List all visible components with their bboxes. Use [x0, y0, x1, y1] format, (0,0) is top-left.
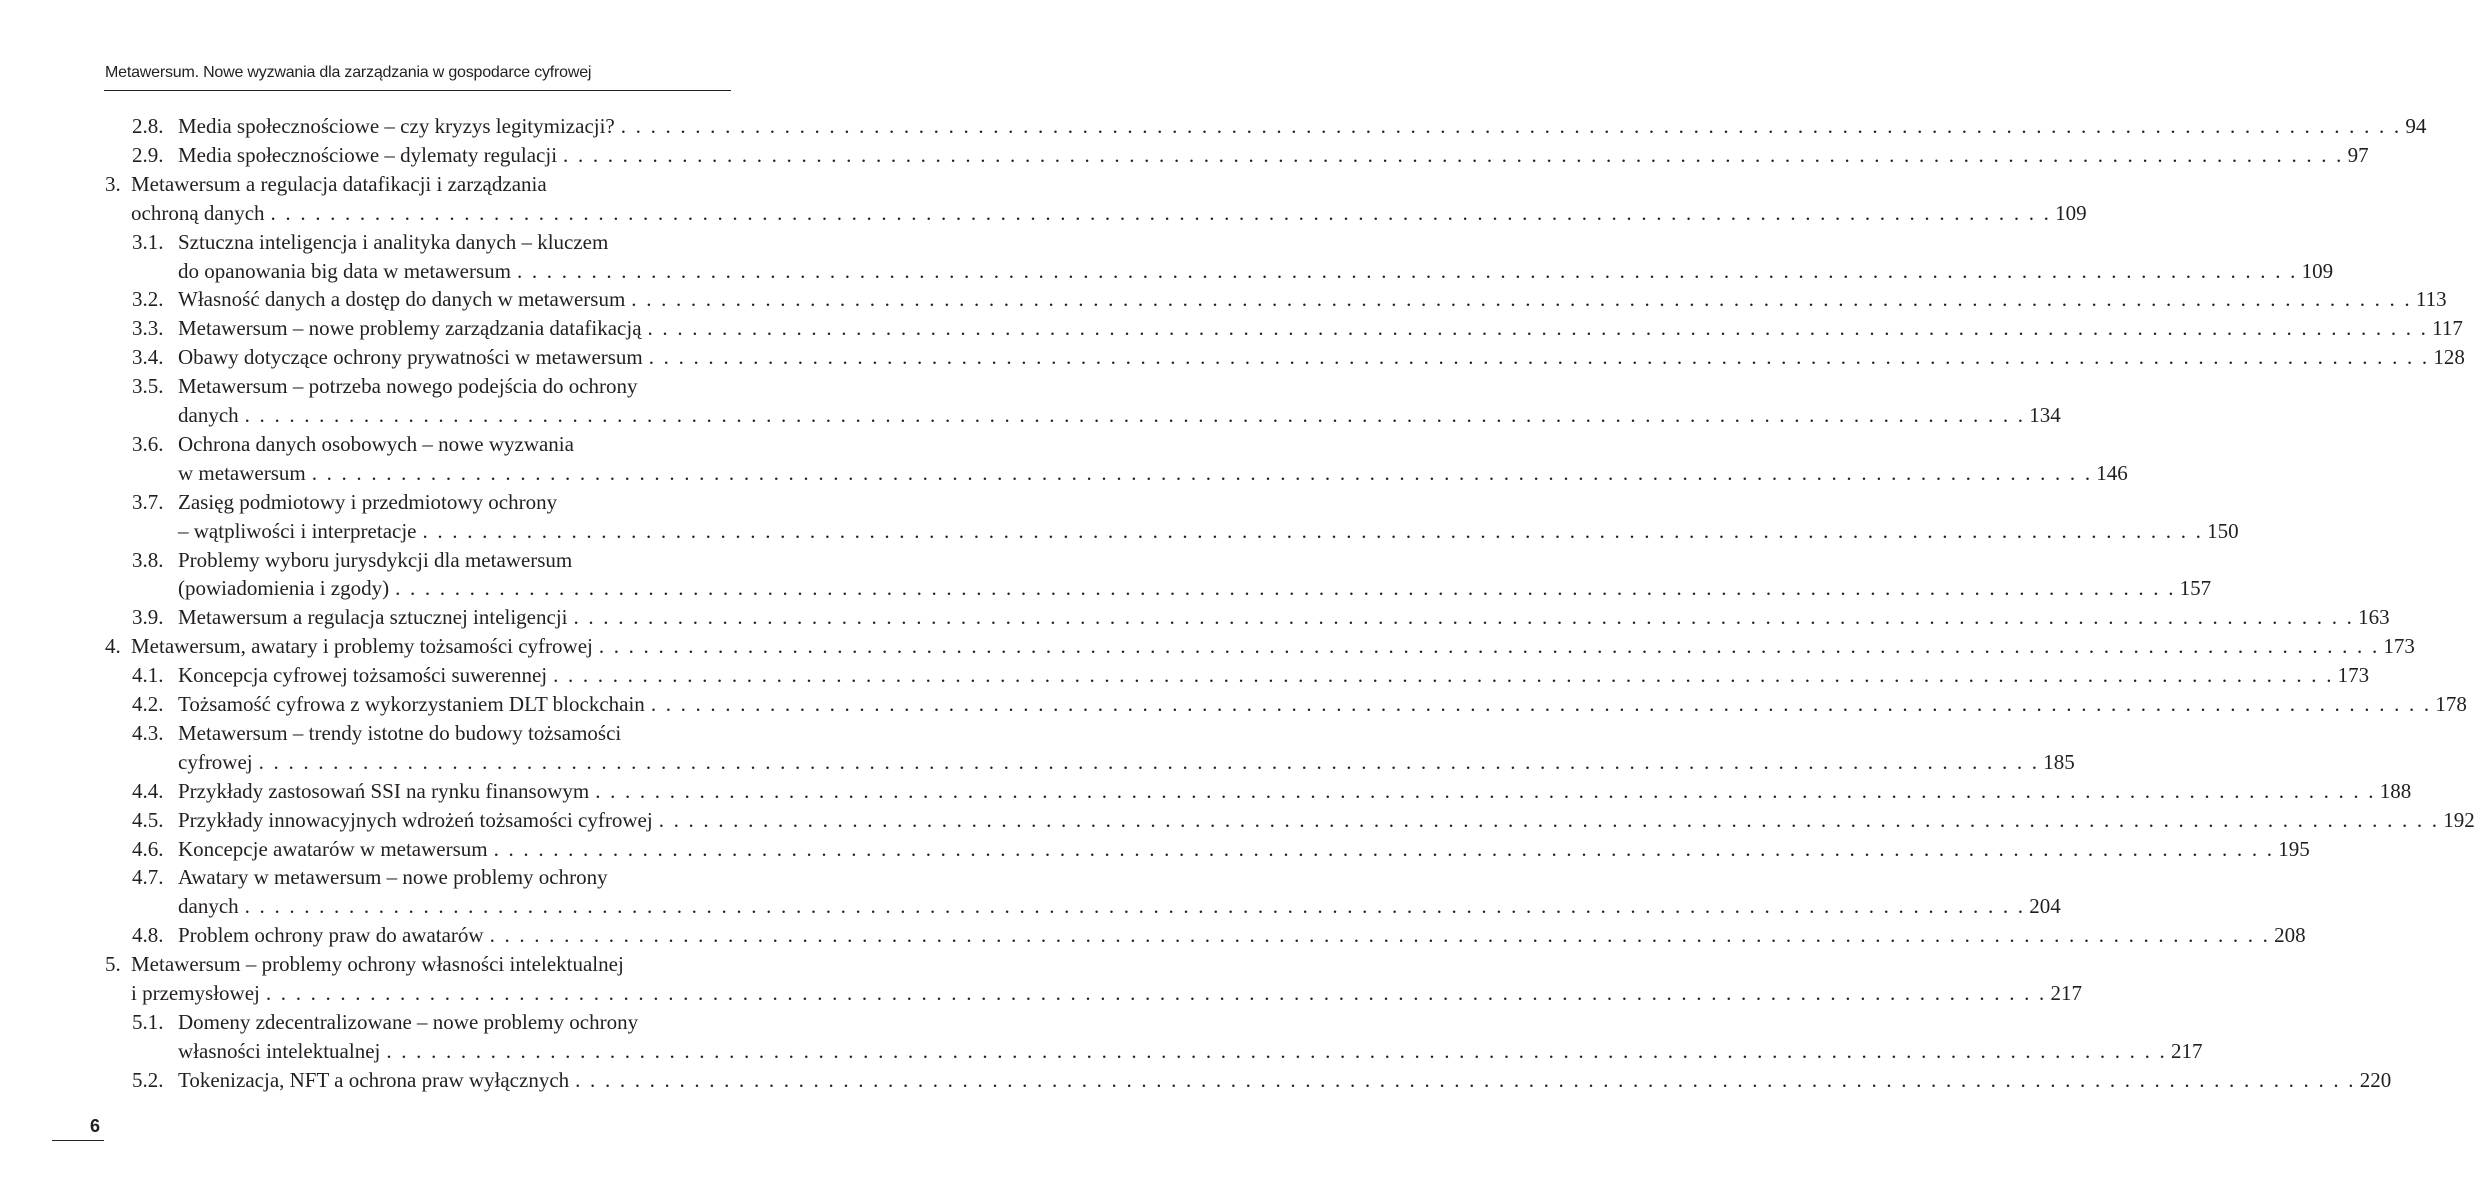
toc-entry-continuation [178, 517, 2239, 546]
toc-dot-leader: . . . . . . . . . . . . . . . . . . . . . . . . . . . . . . . . . . . . . . . . . . . . . . . . . . . . . . . . . . . . . . . . . . . . . . . . . . . . . . . . . . . . . . . . . . . . . . . . . . . . . . . . . . . . . . . . . . . . . . . . [595, 778, 2376, 803]
toc-entry-continuation [131, 979, 2082, 1008]
toc-entry-page: 208 [2274, 923, 2306, 948]
toc-entry-number: 3.9. [132, 605, 164, 630]
running-header: Metawersum. Nowe wyzwania dla zarządzania w gospodarce cyfrowej [105, 64, 592, 81]
toc-entry-number: 4. [105, 634, 121, 659]
toc-dot-leader: . . . . . . . . . . . . . . . . . . . . . . . . . . . . . . . . . . . . . . . . . . . . . . . . . . . . . . . . . . . . . . . . . . . . . . . . . . . . . . . . . . . . . . . . . . . . . . . . . . . . . . . . . . . . . . . . . . . . . . . . [270, 200, 2052, 225]
toc-dot-leader: . . . . . . . . . . . . . . . . . . . . . . . . . . . . . . . . . . . . . . . . . . . . . . . . . . . . . . . . . . . . . . . . . . . . . . . . . . . . . . . . . . . . . . . . . . . . . . . . . . . . . . . . . . . . . . . . . . . . . . . . [386, 1038, 2167, 1063]
toc-entry-continuation [178, 401, 2061, 430]
toc-entry-continuation [178, 748, 2075, 777]
toc-entry-page: 150 [2207, 518, 2239, 543]
toc-entry [132, 835, 2310, 864]
toc-entry-title: Media społecznościowe – dylematy regulacji [178, 142, 558, 167]
toc-entry-page: 217 [2050, 981, 2082, 1005]
toc-entry [132, 314, 2463, 343]
toc-entry-number: 3.5. [132, 374, 164, 399]
toc-entry-page: 146 [2096, 460, 2128, 485]
toc-entry-number: 4.2. [132, 692, 164, 716]
toc-entry-title: Metawersum, awatary i problemy tożsamości cyfrowej [131, 634, 593, 659]
toc-entry [132, 546, 731, 575]
toc-entry-number: 4.7. [132, 865, 164, 890]
toc-entry-page: 173 [2383, 634, 2415, 659]
toc-entry-page: 217 [2170, 1038, 2203, 1063]
toc-entry [105, 950, 731, 979]
toc-entry [132, 285, 2447, 314]
toc-dot-leader: . . . . . . . . . . . . . . . . . . . . . . . . . . . . . . . . . . . . . . . . . . . . . . . . . . . . . . . . . . . . . . . . . . . . . . . . . . . . . . . . . . . . . . . . . . . . . . . . . . . . . . . . . . . . . . . . . . . . . . . . [575, 1067, 2356, 1092]
toc-dot-leader: . . . . . . . . . . . . . . . . . . . . . . . . . . . . . . . . . . . . . . . . . . . . . . . . . . . . . . . . . . . . . . . . . . . . . . . . . . . . . . . . . . . . . . . . . . . . . . . . . . . . . . . . . . . . . . . . . . . . . . . . [422, 518, 2204, 543]
toc-entry-title: Media społecznościowe – czy kryzys legitymizacji? [178, 114, 615, 138]
toc-dot-leader: . . . . . . . . . . . . . . . . . . . . . . . . . . . . . . . . . . . . . . . . . . . . . . . . . . . . . . . . . . . . . . . . . . . . . . . . . . . . . . . . . . . . . . . . . . . . . . . . . . . . . . . . . . . . . . . . . . . . . . . . [553, 663, 2334, 688]
toc-entry [132, 141, 2369, 170]
toc-entry-page: 157 [2179, 576, 2212, 601]
toc-entry-number: 3.3. [132, 316, 164, 341]
toc-entry-number: 3.7. [132, 489, 164, 514]
toc-entry-title: do opanowania big data w metawersum [178, 258, 511, 283]
toc-entry [132, 1066, 2392, 1095]
toc-entry-page: 195 [2278, 836, 2310, 861]
toc-entry [132, 343, 2465, 372]
toc-entry-title: danych [178, 894, 239, 919]
toc-dot-leader: . . . . . . . . . . . . . . . . . . . . . . . . . . . . . . . . . . . . . . . . . . . . . . . . . . . . . . . . . . . . . . . . . . . . . . . . . . . . . . . . . . . . . . . . . . . . . . . . . . . . . . . . . . . . . . . . . . . . . . . . [517, 258, 2298, 283]
toc-entry [132, 228, 731, 257]
toc-dot-leader: . . . . . . . . . . . . . . . . . . . . . . . . . . . . . . . . . . . . . . . . . . . . . . . . . . . . . . . . . . . . . . . . . . . . . . . . . . . . . . . . . . . . . . . . . . . . . . . . . . . . . . . . . . . . . . . . . . . . . . . . [620, 114, 2402, 138]
toc-dot-leader: . . . . . . . . . . . . . . . . . . . . . . . . . . . . . . . . . . . . . . . . . . . . . . . . . . . . . . . . . . . . . . . . . . . . . . . . . . . . . . . . . . . . . . . . . . . . . . . . . . . . . . . . . . . . . . . . . . . . . . . . [598, 634, 2380, 659]
toc-dot-leader: . . . . . . . . . . . . . . . . . . . . . . . . . . . . . . . . . . . . . . . . . . . . . . . . . . . . . . . . . . . . . . . . . . . . . . . . . . . . . . . . . . . . . . . . . . . . . . . . . . . . . . . . . . . . . . . . . . . . . . . . [658, 807, 2440, 832]
toc-entry-number: 3.2. [132, 287, 164, 312]
toc-entry-number: 4.8. [132, 923, 164, 948]
toc-entry-page: 128 [2433, 345, 2465, 370]
toc-entry-continuation [178, 1037, 2203, 1066]
toc-entry-continuation [131, 199, 2087, 228]
toc-entry [132, 777, 2412, 806]
toc-entry-title: – wątpliwości i interpretacje [178, 518, 417, 543]
toc-entry-number: 3.1. [132, 229, 164, 254]
toc-entry-title: Problemy wyboru jurysdykcji dla metawersum [178, 547, 573, 572]
toc-entry-title: Koncepcje awatarów w metawersum [178, 836, 488, 861]
toc-entry [132, 430, 731, 459]
toc-dot-leader: . . . . . . . . . . . . . . . . . . . . . . . . . . . . . . . . . . . . . . . . . . . . . . . . . . . . . . . . . . . . . . . . . . . . . . . . . . . . . . . . . . . . . . . . . . . . . . . . . . . . . . . . . . . . . . . . . . . . . . . . [493, 836, 2275, 861]
toc-entry-title: Koncepcja cyfrowej tożsamości suwerennej [178, 663, 548, 688]
toc-entry-title: Domeny zdecentralizowane – nowe problemy ochrony [178, 1009, 639, 1034]
toc-entry [132, 806, 2475, 835]
toc-entry-title: Metawersum a regulacja datafikacji i zarządzania [131, 171, 547, 196]
toc-entry [132, 921, 2306, 950]
toc-entry [132, 863, 731, 892]
toc-entry-title: Metawersum – nowe problemy zarządzania datafikacją [178, 316, 642, 341]
toc-dot-leader: . . . . . . . . . . . . . . . . . . . . . . . . . . . . . . . . . . . . . . . . . . . . . . . . . . . . . . . . . . . . . . . . . . . . . . . . . . . . . . . . . . . . . . . . . . . . . . . . . . . . . . . . . . . . . . . . . . . . . . . . [647, 316, 2429, 341]
toc-dot-leader: . . . . . . . . . . . . . . . . . . . . . . . . . . . . . . . . . . . . . . . . . . . . . . . . . . . . . . . . . . . . . . . . . . . . . . . . . . . . . . . . . . . . . . . . . . . . . . . . . . . . . . . . . . . . . . . . . . . . . . . . [489, 923, 2271, 948]
toc-entry [132, 372, 731, 401]
toc-entry-title: Przykłady zastosowań SSI na rynku finansowym [178, 778, 590, 803]
toc-entry-number: 4.3. [132, 720, 164, 745]
toc-entry-page: 220 [2359, 1067, 2392, 1092]
toc-entry [132, 488, 731, 517]
toc-entry-title: Sztuczna inteligencja i analityka danych – kluczem [178, 229, 609, 254]
page-number: 6 [90, 1116, 101, 1136]
toc-entry [132, 719, 731, 748]
toc-entry-page: 185 [2043, 749, 2075, 774]
toc-entry-title: własności intelektualnej [178, 1038, 381, 1063]
toc-entry-number: 3.4. [132, 345, 164, 370]
toc-entry-title: Tokenizacja, NFT a ochrona praw wyłącznych [178, 1067, 570, 1092]
toc-entry-number: 4.5. [132, 807, 164, 832]
toc-entry-number: 4.1. [132, 663, 164, 688]
toc-dot-leader: . . . . . . . . . . . . . . . . . . . . . . . . . . . . . . . . . . . . . . . . . . . . . . . . . . . . . . . . . . . . . . . . . . . . . . . . . . . . . . . . . . . . . . . . . . . . . . . . . . . . . . . . . . . . . . . . . . . . . . . . [311, 460, 2093, 485]
toc-entry-title: Problem ochrony praw do awatarów [178, 923, 484, 948]
toc-entry [132, 690, 2467, 719]
toc-entry-title: cyfrowej [178, 749, 253, 774]
toc-dot-leader: . . . . . . . . . . . . . . . . . . . . . . . . . . . . . . . . . . . . . . . . . . . . . . . . . . . . . . . . . . . . . . . . . . . . . . . . . . . . . . . . . . . . . . . . . . . . . . . . . . . . . . . . . . . . . . . . . . . . . . . . [650, 692, 2432, 716]
toc-entry-number: 5.1. [132, 1009, 164, 1034]
toc-dot-leader: . . . . . . . . . . . . . . . . . . . . . . . . . . . . . . . . . . . . . . . . . . . . . . . . . . . . . . . . . . . . . . . . . . . . . . . . . . . . . . . . . . . . . . . . . . . . . . . . . . . . . . . . . . . . . . . . . . . . . . . . [265, 981, 2047, 1005]
toc-entry-number: 4.4. [132, 778, 164, 803]
toc-dot-leader: . . . . . . . . . . . . . . . . . . . . . . . . . . . . . . . . . . . . . . . . . . . . . . . . . . . . . . . . . . . . . . . . . . . . . . . . . . . . . . . . . . . . . . . . . . . . . . . . . . . . . . . . . . . . . . . . . . . . . . . . [648, 345, 2430, 370]
toc-entry-number: 2.9. [132, 142, 164, 167]
toc-entry-title: Tożsamość cyfrowa z wykorzystaniem DLT blockchain [178, 692, 645, 716]
toc-entry-title: Metawersum – trendy istotne do budowy tożsamości [178, 720, 622, 745]
toc-entry [105, 632, 2415, 661]
toc-entry [132, 661, 2370, 690]
toc-entry-page: 178 [2435, 692, 2467, 716]
toc-entry-number: 5.2. [132, 1067, 164, 1092]
toc-entry-title: Metawersum – problemy ochrony własności intelektualnej [131, 952, 624, 977]
toc-entry-title: Metawersum a regulacja sztucznej inteligencji [178, 605, 568, 630]
toc-entry [132, 112, 2427, 141]
footer-rule [52, 1140, 104, 1141]
toc-entry-title: w metawersum [178, 460, 306, 485]
toc-entry-page: 173 [2337, 663, 2370, 688]
toc-entry-continuation [178, 892, 2061, 921]
toc-entry-title: (powiadomienia i zgody) [178, 576, 390, 601]
toc-entry-title: Przykłady innowacyjnych wdrożeń tożsamości cyfrowej [178, 807, 653, 832]
toc-entry-title: Własność danych a dostęp do danych w metawersum [178, 287, 626, 312]
toc-dot-leader: . . . . . . . . . . . . . . . . . . . . . . . . . . . . . . . . . . . . . . . . . . . . . . . . . . . . . . . . . . . . . . . . . . . . . . . . . . . . . . . . . . . . . . . . . . . . . . . . . . . . . . . . . . . . . . . . . . . . . . . . [395, 576, 2176, 601]
toc-entry-title: i przemysłowej [131, 981, 260, 1005]
toc-entry-number: 5. [105, 952, 121, 977]
toc-entry-page: 204 [2029, 894, 2061, 919]
toc-dot-leader: . . . . . . . . . . . . . . . . . . . . . . . . . . . . . . . . . . . . . . . . . . . . . . . . . . . . . . . . . . . . . . . . . . . . . . . . . . . . . . . . . . . . . . . . . . . . . . . . . . . . . . . . . . . . . . . . . . . . . . . . [573, 605, 2355, 630]
toc-dot-leader: . . . . . . . . . . . . . . . . . . . . . . . . . . . . . . . . . . . . . . . . . . . . . . . . . . . . . . . . . . . . . . . . . . . . . . . . . . . . . . . . . . . . . . . . . . . . . . . . . . . . . . . . . . . . . . . . . . . . . . . . [258, 749, 2040, 774]
toc-entry-page: 188 [2379, 778, 2412, 803]
toc-dot-leader: . . . . . . . . . . . . . . . . . . . . . . . . . . . . . . . . . . . . . . . . . . . . . . . . . . . . . . . . . . . . . . . . . . . . . . . . . . . . . . . . . . . . . . . . . . . . . . . . . . . . . . . . . . . . . . . . . . . . . . . . [244, 403, 2026, 427]
toc-entry-page: 109 [2301, 258, 2334, 283]
toc-entry-number: 3.6. [132, 431, 164, 456]
toc-entry [105, 170, 731, 199]
toc-entry [132, 603, 2390, 632]
toc-entry-title: Awatary w metawersum – nowe problemy ochrony [178, 865, 608, 890]
toc-entry-page: 109 [2055, 200, 2087, 225]
toc-entry-page: 192 [2443, 807, 2475, 832]
toc-entry-title: Metawersum – potrzeba nowego podejścia do ochrony [178, 374, 638, 399]
toc-entry-page: 163 [2358, 605, 2390, 630]
toc-entry-page: 117 [2432, 316, 2463, 341]
toc-dot-leader: . . . . . . . . . . . . . . . . . . . . . . . . . . . . . . . . . . . . . . . . . . . . . . . . . . . . . . . . . . . . . . . . . . . . . . . . . . . . . . . . . . . . . . . . . . . . . . . . . . . . . . . . . . . . . . . . . . . . . . . . [244, 894, 2026, 919]
toc-entry-continuation [178, 257, 2334, 286]
toc-entry-page: 113 [2415, 287, 2447, 312]
toc-entry-title: danych [178, 403, 239, 427]
toc-entry-title: Zasięg podmiotowy i przedmiotowy ochrony [178, 489, 558, 514]
toc-dot-leader: . . . . . . . . . . . . . . . . . . . . . . . . . . . . . . . . . . . . . . . . . . . . . . . . . . . . . . . . . . . . . . . . . . . . . . . . . . . . . . . . . . . . . . . . . . . . . . . . . . . . . . . . . . . . . . . . . . . . . . . . [563, 142, 2344, 167]
toc-entry-number: 4.6. [132, 836, 164, 861]
toc-entry-title: Obawy dotyczące ochrony prywatności w metawersum [178, 345, 643, 370]
toc-entry-page: 97 [2347, 142, 2369, 167]
toc-entry-page: 94 [2405, 114, 2427, 138]
toc-entry-title: ochroną danych [131, 200, 265, 225]
toc-entry-title: Ochrona danych osobowych – nowe wyzwania [178, 431, 574, 456]
toc-entry-continuation [178, 459, 2128, 488]
toc-dot-leader: . . . . . . . . . . . . . . . . . . . . . . . . . . . . . . . . . . . . . . . . . . . . . . . . . . . . . . . . . . . . . . . . . . . . . . . . . . . . . . . . . . . . . . . . . . . . . . . . . . . . . . . . . . . . . . . . . . . . . . . . [631, 287, 2412, 312]
toc-entry-number: 3.8. [132, 547, 164, 572]
toc-entry-continuation [178, 574, 2212, 603]
toc-entry-number: 3. [105, 171, 121, 196]
toc-entry [132, 1008, 731, 1037]
toc-entry-page: 134 [2029, 403, 2061, 427]
toc-entry-number: 2.8. [132, 114, 164, 138]
